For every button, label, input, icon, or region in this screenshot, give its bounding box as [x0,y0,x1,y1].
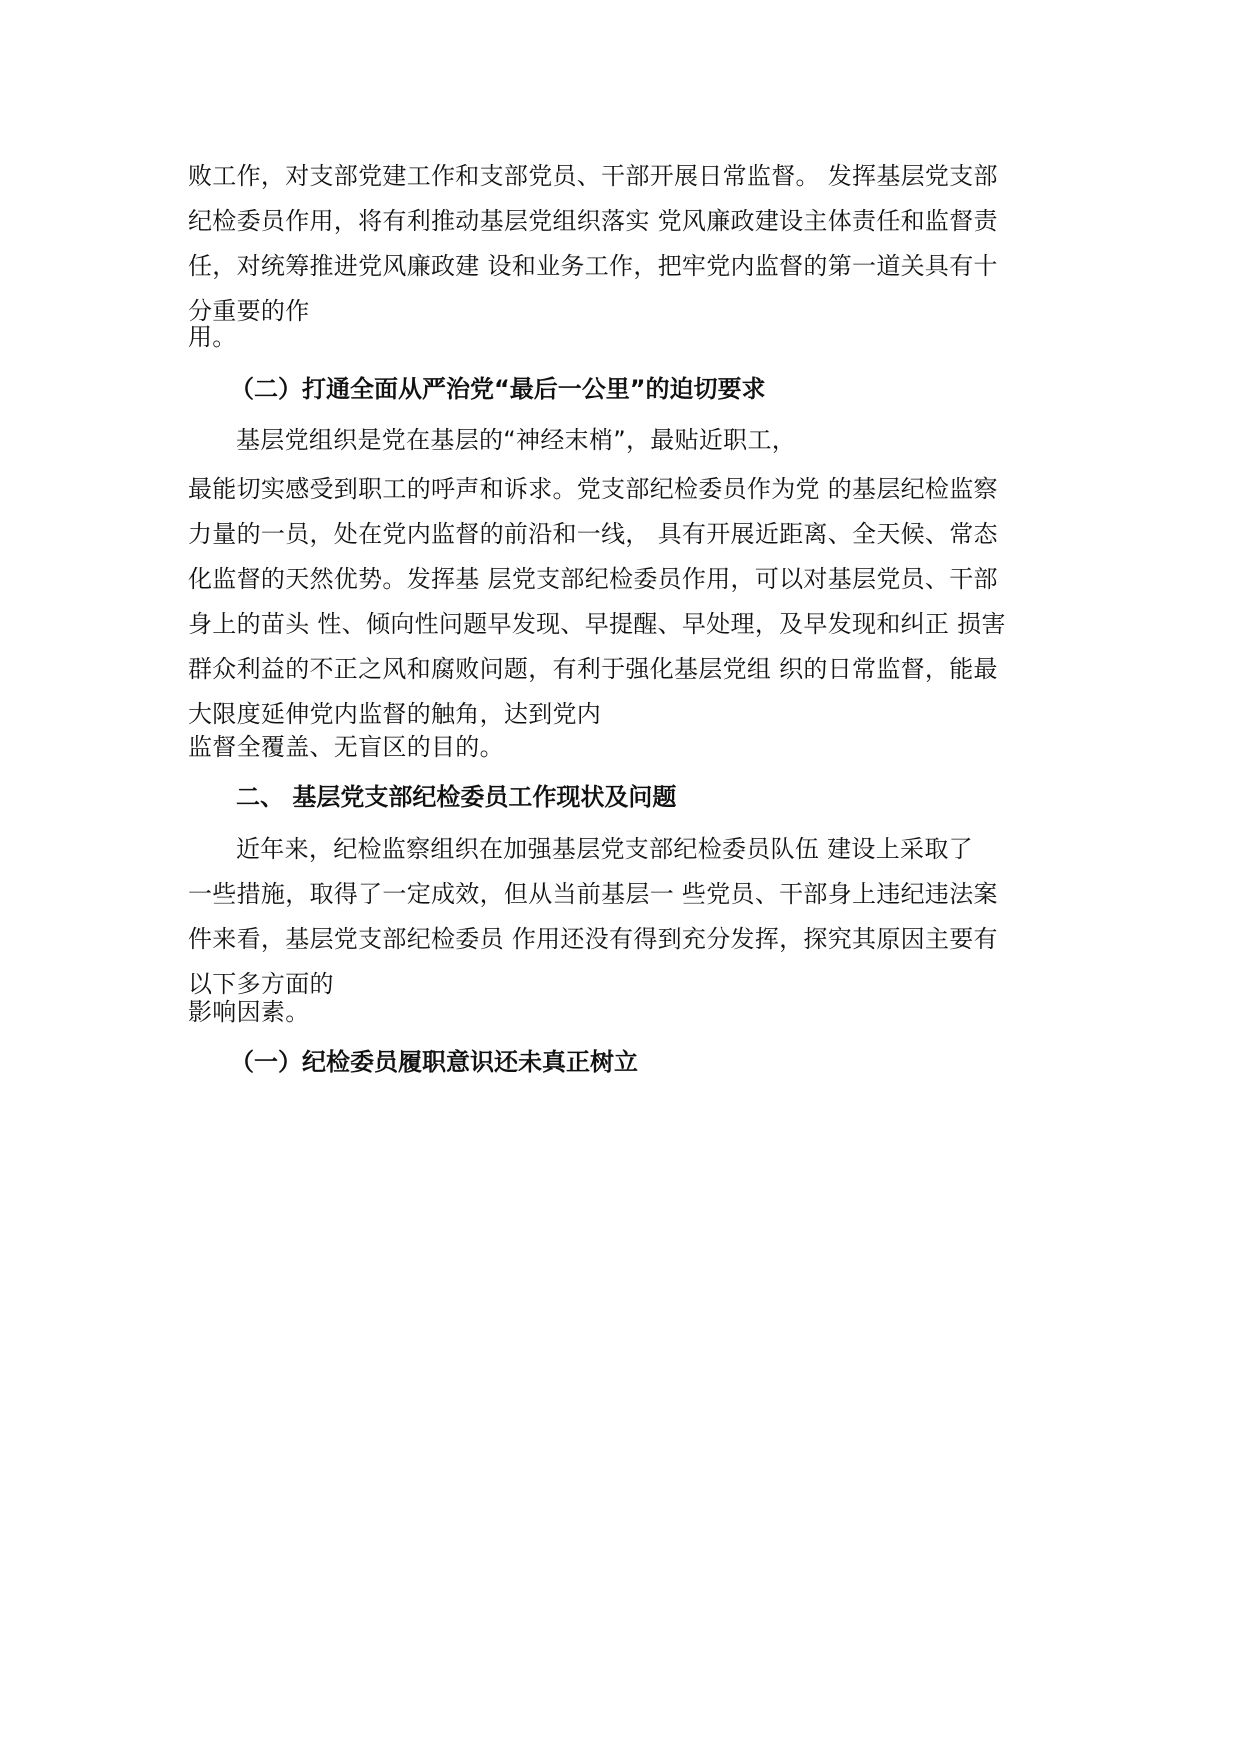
paragraph-1-tail-block [188,315,1068,360]
paragraph-2-line-1: 最能切实感受到职工的呼声和诉求。党支部纪检委员作为党 的基层纪检监察 [188,475,998,503]
paragraph-2-tail-block [188,725,1068,770]
paragraph-2-line-6: 大限度延伸党内监督的触角，达到党内 [188,700,602,728]
paragraph-3-line-2: 一些措施，取得了一定成效，但从当前基层一 些党员、干部身上违纪违法案 [188,880,998,908]
paragraph-2-line-4: 身上的苗头 性、倾向性问题早发现、早提醒、早处理，及早发现和纠正 损害 [188,610,1006,638]
paragraph-3-tail: 影响因素。 [188,998,310,1026]
paragraph-3 [188,827,1068,1007]
paragraph-1-line-3: 任，对统筹推进党风廉政建 设和业务工作，把牢党内监督的第一道关具有十 [188,252,998,280]
paragraph-1-line-4: 分重要的作 [188,297,310,325]
section-heading-2: 二、 基层党支部纪检委员工作现状及问题 [236,783,677,811]
paragraph-3-tail-block [188,990,1068,1035]
paragraph-1 [188,154,1068,334]
paragraph-2-first-line: 基层党组织是党在基层的“神经末梢”，最贴近职工， [236,426,797,454]
paragraph-2-line-5: 群众利益的不正之风和腐败问题，有利于强化基层党组 织的日常监督，能最 [188,655,998,683]
paragraph-2-line-2: 力量的一员，处在党内监督的前沿和一线， 具有开展近距离、全天候、常态 [188,520,998,548]
paragraph-1-tail: 用。 [188,323,237,351]
paragraph-3-line-1: 近年来，纪检监察组织在加强基层党支部纪检委员队伍 建设上采取了 [236,835,973,863]
paragraph-2-tail: 监督全覆盖、无盲区的目的。 [188,733,504,761]
paragraph-3-line-4: 以下多方面的 [188,970,334,998]
paragraph-1-line-2: 纪检委员作用，将有利推动基层党组织落实 党风廉政建设主体责任和监督责 [188,207,998,235]
paragraph-3-line-3: 件来看，基层党支部纪检委员 作用还没有得到充分发挥，探究其原因主要有 [188,925,998,953]
paragraph-1-line-1: 败工作，对支部党建工作和支部党员、干部开展日常监督。 发挥基层党支部 [188,162,998,190]
section-heading-3: （一）纪检委员履职意识还未真正树立 [230,1048,638,1076]
paragraph-2-first [236,418,1116,463]
paragraph-2 [188,467,1068,737]
paragraph-2-line-3: 化监督的天然优势。发挥基 层党支部纪检委员作用，可以对基层党员、干部 [188,565,998,593]
section-heading-1: （二）打通全面从严治党“最后一公里”的迫切要求 [230,375,766,403]
